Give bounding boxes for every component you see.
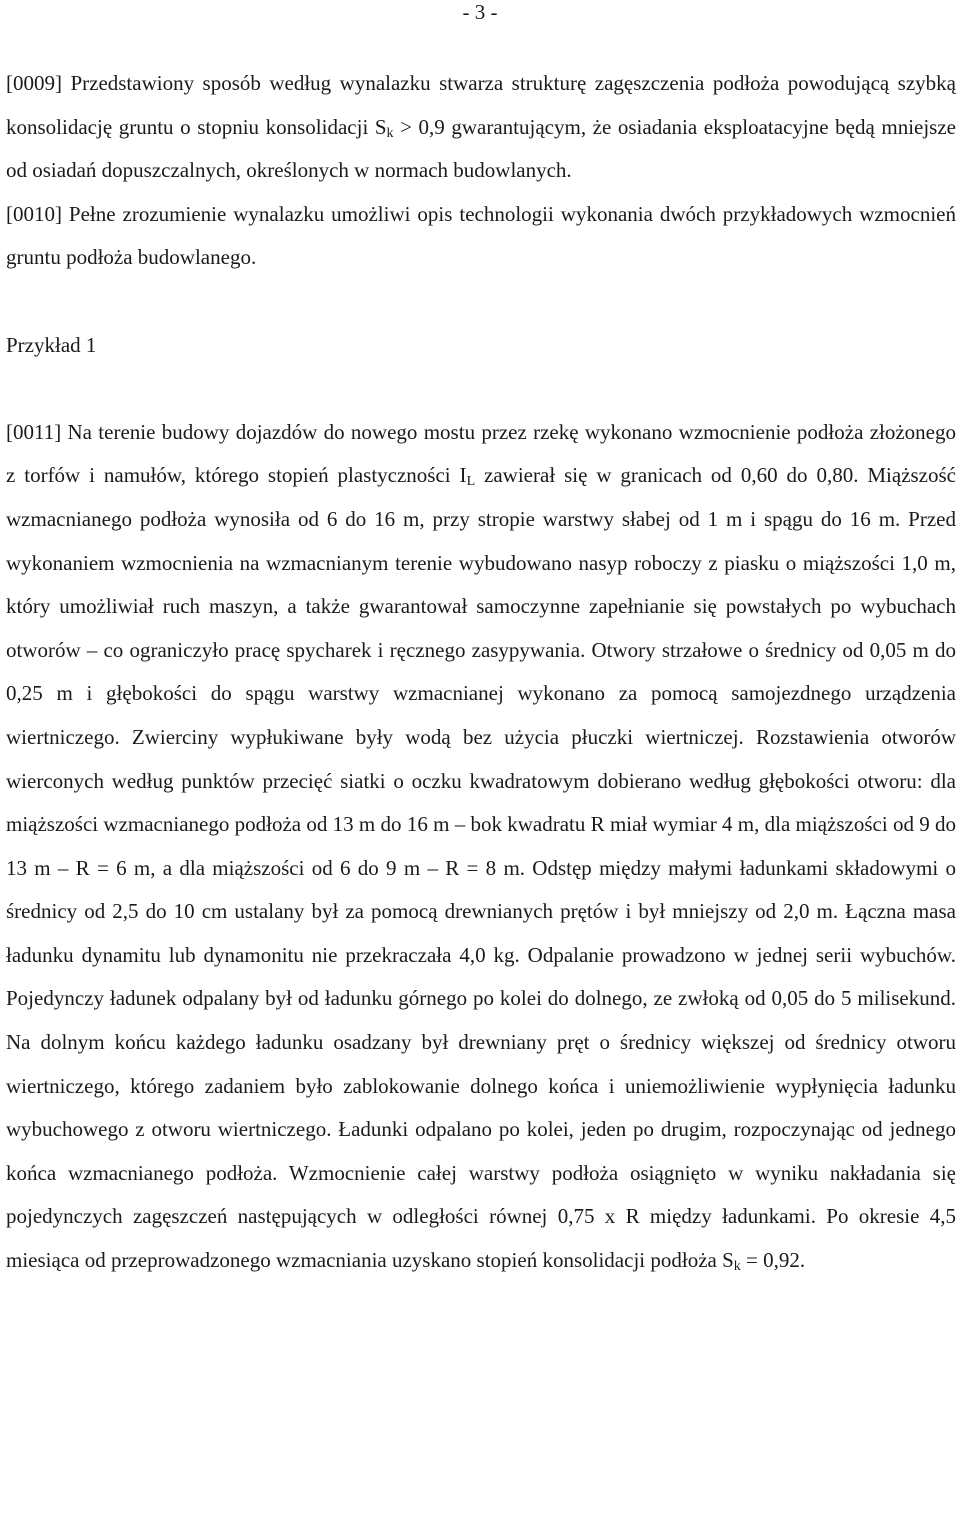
spacer: [6, 280, 956, 324]
subscript-l: L: [466, 474, 476, 490]
paragraph-0009: [6, 62, 956, 193]
subscript-k: k: [386, 125, 394, 141]
example-heading-text: Przykład 1: [6, 332, 97, 357]
paragraph-0011: [6, 411, 956, 1283]
paragraph-0009-text-start: [0009] Przedstawiony sposób według wynalazku stwarza strukturę zagęszczenia podłoża powodującą szybką konsolidację gruntu o stopniu konsolidacji S: [6, 71, 956, 139]
paragraph-0011-text-part1: [0011] Na terenie budowy dojazdów do nowego mostu przez rzekę wykonano wzmocnienie podłoża złożonego z torfów i namułów, którego stopień plastyczności I: [6, 419, 956, 488]
paragraph-0010-text: [0010] Pełne zrozumienie wynalazku umożliwi opis technologii wykonania dwóch przykładowych wzmocnień gruntu podłoża budowlanego.: [6, 201, 956, 270]
spacer: [6, 367, 956, 411]
paragraph-0010: [6, 193, 956, 280]
page-number: [0, 0, 960, 26]
paragraph-0011-text-part2: zawierał się w granicach od 0,60 do 0,80. Miąższość wzmacnianego podłoża wynosiła od 6 do 16 m, przy stropie warstwy słabej od 1 m i spągu do 16 m. Przed wykonaniem wzmocnienia na wzmacnianym terenie wybudowano nasyp roboczy z piasku o miąższości 1,0 m, który umożliwiał ruch maszyn, a także gwarantował samoczynne zapełnianie się powstałych po wybuchach otworów – co ograniczyło pracę spycharek i ręcznego zasypywania. Otwory strzałowe o średnicy od 0,05 m do 0,25 m i głębokości do spągu warstwy wzmacnianej wykonano za pomocą samojezdnego urządzenia wiertniczego. Zwierciny wypłukiwane były wodą bez użycia płuczki wiertniczej. Rozstawienia otworów wierconych według punktów przecięć siatki o oczku kwadratowym dobierano według głębokości otworu: dla miąższości wzmacnianego podłoża od 13 m do 16 m – bok kwadratu R miał wymiar 4 m, dla miąższości od 9 do 13 m – R = 6 m, a dla miąższości od 6 do 9 m – R = 8 m. Odstęp między małymi ładunkami składowymi o średnicy od 2,5 do 10 cm ustalany był za pomocą drewnianych prętów i był mniejszy od 2,0 m. Łączna masa ładunku dynamitu lub dynamonitu nie przekraczała 4,0 kg. Odpalanie prowadzono w jednej serii wybuchów. Pojedynczy ładunek odpalany był od ładunku górnego po kolei do dolnego, ze zwłoką od 0,05 do 5 milisekund. Na dolnym końcu każdego ładunku osadzany był drewniany pręt o średnicy większej od średnicy otworu wiertniczego, którego zadaniem było zablokowanie dolnego końca i uniemożliwienie wypłynięcia ładunku wybuchowego z otworu wiertniczego. Ładunki odpalano po kolei, jeden po drugim, rozpoczynając od jednego końca wzmacnianego podłoża. Wzmocnienie całej warstwy podłoża osiągnięto w wyniku nakładania się pojedynczych zagęszczeń następujących w odległości równej 0,75 x R między ładunkami. Po okresie 4,5 miesiąca od przeprowadzonego wzmacniania uzyskano stopień konsolidacji podłoża S: [6, 463, 956, 1273]
document-body: [6, 62, 956, 1283]
example-heading: [6, 324, 956, 368]
subscript-k: k: [733, 1259, 741, 1275]
paragraph-0011-text-part3: = 0,92.: [740, 1248, 806, 1273]
page-number-text: - 3 -: [462, 0, 498, 24]
paragraph-0009-text-end: > 0,9 gwarantującym, że osiadania eksploatacyjne będą mniejsze od osiadań dopuszczalnych, określonych w normach budowlanych.: [6, 114, 956, 183]
